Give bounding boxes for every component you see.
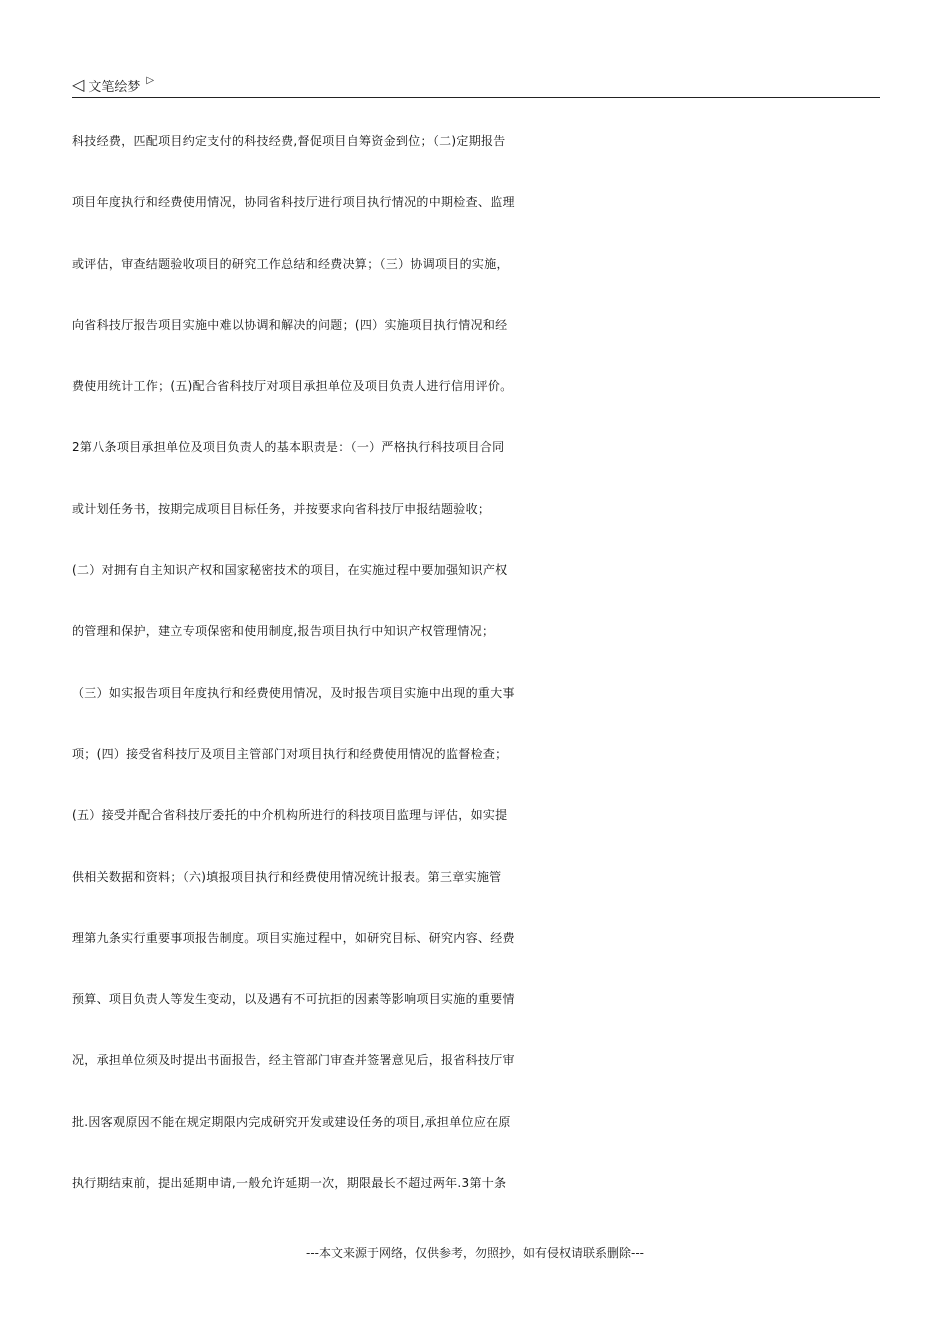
body-line: 理第九条实行重要事项报告制度。项目实施过程中，如研究目标、研究内容、经费 <box>72 930 515 945</box>
body-line: 项目年度执行和经费使用情况，协同省科技厅进行项目执行情况的中期检查、监理 <box>72 195 515 210</box>
body-line: 2第八条项目承担单位及项目负责人的基本职责是：（一）严格执行科技项目合同 <box>72 440 505 455</box>
page-footer: ---本文来源于网络，仅供参考，勿照抄，如有侵权请联系删除--- <box>306 1246 644 1260</box>
document-body <box>72 116 892 1219</box>
triangle-right-icon: ▷ <box>146 75 155 86</box>
body-line: 执行期结束前，提出延期申请,一般允许延期一次，期限最长不超过两年.3第十条 <box>72 1176 507 1191</box>
body-line: 预算、项目负责人等发生变动，以及遇有不可抗拒的因素等影响项目实施的重要情 <box>72 992 515 1007</box>
body-line: (五）接受并配合省科技厅委托的中介机构所进行的科技项目监理与评估，如实提 <box>72 808 508 823</box>
body-line: 或评估，审查结题验收项目的研究工作总结和经费决算；（三）协调项目的实施， <box>72 256 509 271</box>
body-line: 费使用统计工作；(五)配合省科技厅对项目承担单位及项目负责人进行信用评价。 <box>72 379 513 394</box>
body-line: (二）对拥有自主知识产权和国家秘密技术的项目，在实施过程中要加强知识产权 <box>72 563 508 578</box>
triangle-left-icon: ◁ <box>72 75 85 94</box>
header-divider <box>72 97 880 98</box>
body-line: 科技经费，匹配项目约定支付的科技经费,督促项目自筹资金到位；（二)定期报告 <box>72 134 506 148</box>
body-line: 或计划任务书，按期完成项目目标任务，并按要求向省科技厅申报结题验收； <box>72 501 491 516</box>
body-line: 况，承担单位须及时提出书面报告，经主管部门审查并签署意见后，报省科技厅审 <box>72 1053 515 1068</box>
body-line: （三）如实报告项目年度执行和经费使用情况，及时报告项目实施中出现的重大事 <box>72 685 515 700</box>
page-header <box>72 74 154 96</box>
header-title: 文笔绘梦 <box>88 79 141 95</box>
body-line: 向省科技厅报告项目实施中难以协调和解决的问题；(四）实施项目执行情况和经 <box>72 317 508 332</box>
body-line: 供相关数据和资料；（六)填报项目执行和经费使用情况统计报表。第三章实施管 <box>72 869 502 884</box>
body-line: 项；(四）接受省科技厅及项目主管部门对项目执行和经费使用情况的监督检查； <box>72 746 508 761</box>
body-line: 的管理和保护，建立专项保密和使用制度,报告项目执行中知识产权管理情况； <box>72 624 495 639</box>
body-line: 批.因客观原因不能在规定期限内完成研究开发或建设任务的项目,承担单位应在原 <box>72 1114 511 1129</box>
